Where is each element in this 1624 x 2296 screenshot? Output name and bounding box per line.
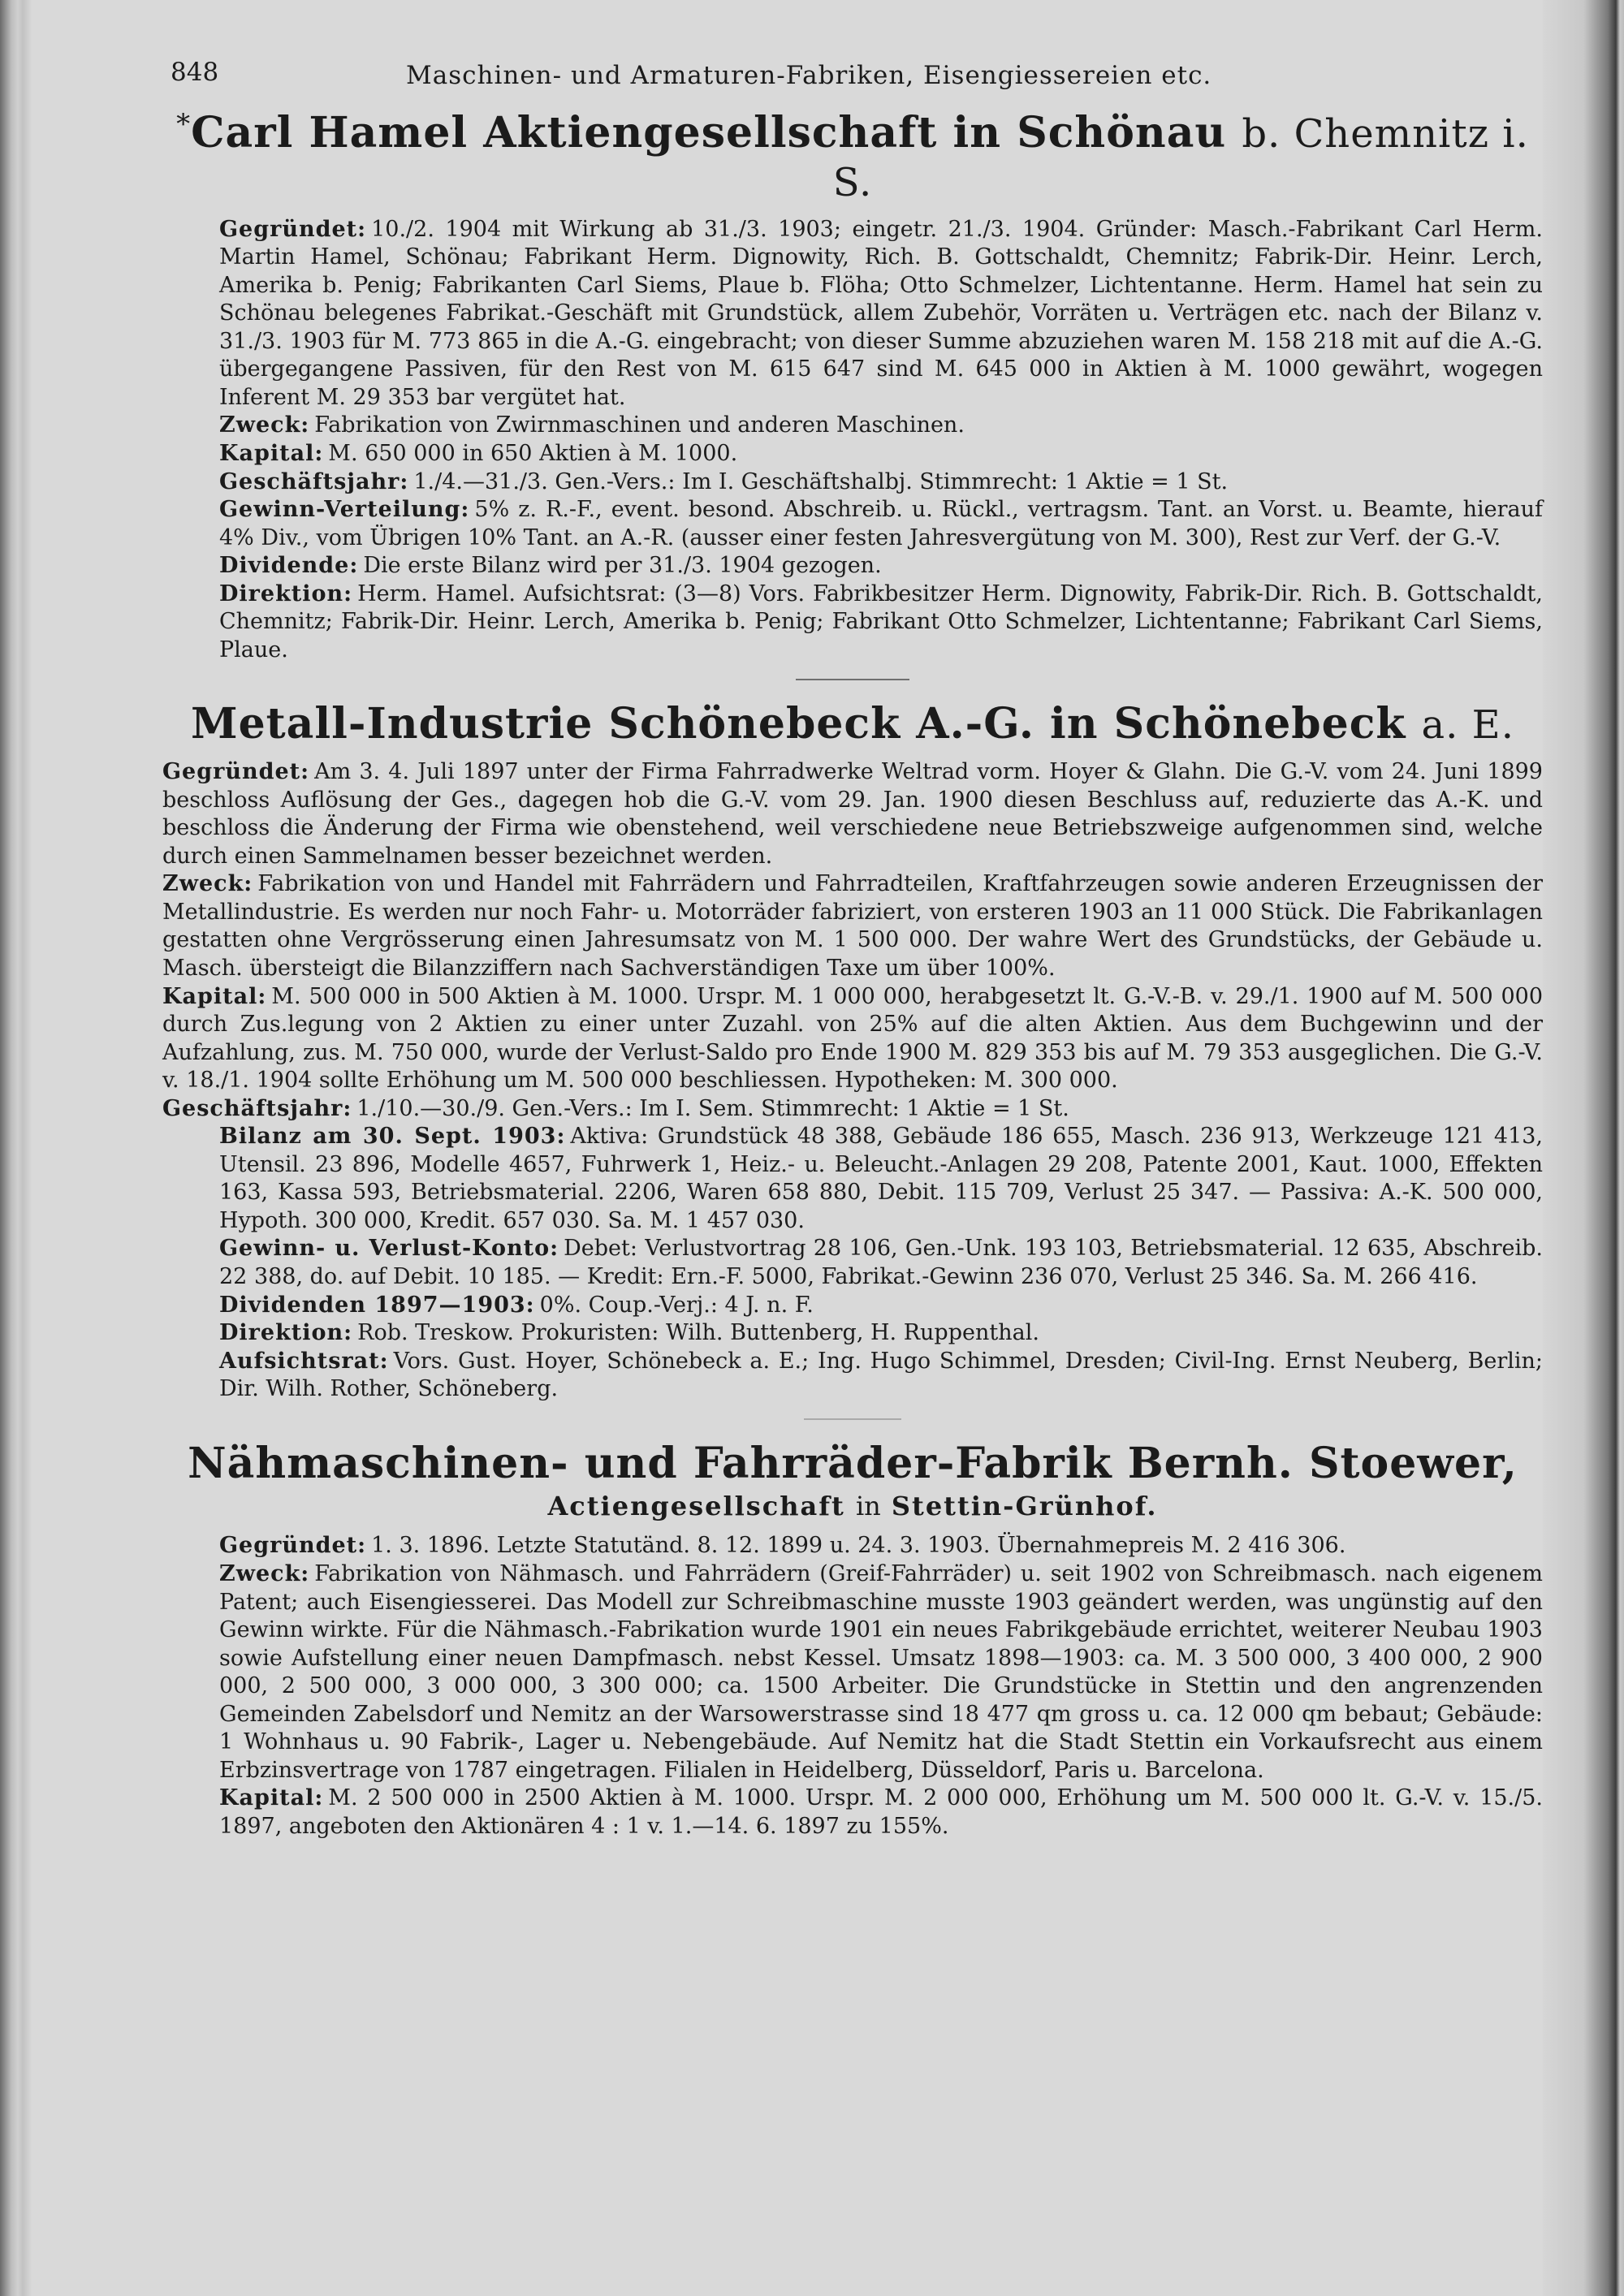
company-title xyxy=(162,700,1543,749)
entry-paragraph xyxy=(162,1785,1543,1841)
subtitle-conj: in xyxy=(855,1490,881,1521)
field-text: 10./2. 1904 mit Wirkung ab 31./3. 1903; eingetr. 21./3. 1904. Gründer: Masch.-Fabrikant Carl Herm. Martin Hamel, Schönau; Fabrikant Herm. Dignowity, Rich. B. Gottschaldt, Chemnitz; Fabrik-Dir. Heinr. Lerch, Amerika b. Penig; Fabrikanten Carl Siems, Plaue b. Flöha; Otto Schmelzer, Lichtentanne. Herm. Hamel hat sein zu Schönau belegenes Fabrikat.-Geschäft mit Grundstück, allem Zubehör, Vorräten u. Verträgen etc. nach der Bilanz v. 31./3. 1903 für M. 773 865 in die A.-G. eingebracht; von dieser Summe abzuziehen waren M. 158 218 mit auf die A.-G. übergegangene Passiven, für den Rest von M. 615 647 sind M. 645 000 in Aktien à M. 1000 gewährt, wogegen Inferent M. 29 353 bar vergütet hat. xyxy=(219,216,1543,410)
field-label: Gewinn- u. Verlust-Konto: xyxy=(219,1236,559,1262)
entry-paragraph xyxy=(162,1292,1543,1320)
company-entry xyxy=(162,1439,1543,1841)
entry-paragraph xyxy=(162,1235,1543,1291)
field-text: Herm. Hamel. Aufsichtsrat: (3—8) Vors. Fabrikbesitzer Herm. Dignowity, Fabrik-Dir. Rich. B. Gottschaldt, Chemnitz; Fabrik-Dir. Heinr. Lerch, Amerika b. Penig; Fabrikant Otto Schmelzer, Lichtentanne; Fabrikant Carl Siems, Plaue. xyxy=(219,580,1543,662)
field-label: Zweck: xyxy=(219,412,310,438)
field-label: Gewinn-Verteilung: xyxy=(219,497,470,523)
company-entry xyxy=(162,109,1543,664)
field-label: Kapital: xyxy=(219,1785,324,1811)
company-name: Metall-Industrie Schönebeck A.-G. in Schönebeck xyxy=(191,699,1406,749)
entry-paragraph xyxy=(162,468,1543,497)
entry-paragraph xyxy=(162,1123,1543,1235)
subtitle-form: Actiengesellschaft xyxy=(547,1490,845,1521)
field-label: Dividenden 1897—1903: xyxy=(219,1292,535,1318)
field-label: Direktion: xyxy=(219,580,353,606)
field-text: Vors. Gust. Hoyer, Schönebeck a. E.; Ing. Hugo Schimmel, Dresden; Civil-Ing. Ernst Neuberg, Berlin; Dir. Wilh. Rother, Schöneberg. xyxy=(219,1348,1543,1402)
company-place: b. Chemnitz i. S. xyxy=(832,111,1529,205)
title-mark: * xyxy=(176,108,192,140)
field-text: M. 2 500 000 in 2500 Aktien à M. 1000. Urspr. M. 2 000 000, Erhöhung um M. 500 000 lt. G.-V. v. 15./5. 1897, angeboten den Aktionären 4 : 1 v. 1.—14. 6. 1897 zu 155%. xyxy=(219,1785,1543,1839)
field-label: Aufsichtsrat: xyxy=(219,1348,389,1374)
field-text: 5% z. R.-F., event. besond. Abschreib. u. Rückl., vertragsm. Tant. an Vorst. u. Beamte, hierauf 4% Div., vom Übrigen 10% Tant. an A.-R. (ausser einer festen Jahresvergütung von M. 300), Rest zur Verf. der G.-V. xyxy=(219,497,1543,550)
field-text: Am 3. 4. Juli 1897 unter der Firma Fahrradwerke Weltrad vorm. Hoyer & Glahn. Die G.-V. vom 24. Juni 1899 beschloss Auflösung der Ges., dagegen hob die G.-V. vom 29. Jan. 1900 diesen Beschluss auf, reduzierte das A.-K. und beschloss die Änderung der Firma wie obenstehend, weil verschiedene neue Betriebszweige aufgenommen sind, welche durch einen Sammelnamen besser bezeichnet werden. xyxy=(162,759,1543,869)
company-entry xyxy=(162,700,1543,1403)
entry-paragraph xyxy=(162,758,1543,870)
field-label: Zweck: xyxy=(162,871,253,897)
field-label: Kapital: xyxy=(162,983,267,1009)
field-text: Rob. Treskow. Prokuristen: Wilh. Buttenberg, H. Ruppenthal. xyxy=(357,1320,1039,1346)
company-name: Nähmaschinen- und Fahrräder-Fabrik Bernh. Stoewer, xyxy=(188,1438,1518,1488)
entry-paragraph xyxy=(162,496,1543,552)
field-text: M. 650 000 in 650 Aktien à M. 1000. xyxy=(328,440,738,466)
entry-paragraph xyxy=(162,1348,1543,1404)
field-text: Fabrikation von Nähmasch. und Fahrrädern (Greif-Fahrräder) u. seit 1902 von Schreibmasch. nach eigenem Patent; auch Eisengiesserei. Das Modell zur Schreibmaschine musste 1903 geändert werden, was ungünstig auf den Gewinn wirkte. Für die Nähmasch.-Fabrikation wurde 1901 ein neues Fabrikgebäude errichtet, weiterer Neubau 1903 sowie Aufstellung einer neuen Dampfmasch. nebst Kessel. Umsatz 1898—1903: ca. M. 3 500 000, 3 400 000, 2 900 000, 2 500 000, 3 000 000, 3 300 000; ca. 1500 Arbeiter. Die Grundstücke in Stettin und den angrenzenden Gemeinden Zabelsdorf und Nemitz an der Warsowerstrasse sind 18 477 qm gross u. ca. 12 000 qm bebaut; Gebäude: 1 Wohnhaus u. 90 Fabrik-, Lager u. Nebengebäude. Auf Nemitz hat die Stadt Stettin ein Vorkaufsrecht aus einem Erbzinsvertrage von 1787 eingetragen. Filialen in Heidelberg, Düsseldorf, Paris u. Barcelona. xyxy=(219,1561,1543,1783)
field-label: Gegründet: xyxy=(162,759,310,785)
scan-edge-right xyxy=(1543,0,1624,2296)
field-text: 1./10.—30./9. Gen.-Vers.: Im I. Sem. Stimmrecht: 1 Aktie = 1 St. xyxy=(356,1095,1069,1121)
entry-paragraph xyxy=(162,216,1543,412)
field-text: 0%. Coup.-Verj.: 4 J. n. F. xyxy=(539,1292,814,1318)
entry-paragraph xyxy=(162,552,1543,580)
subtitle-place: Stettin-Grünhof. xyxy=(891,1490,1158,1521)
entry-paragraph xyxy=(162,1095,1543,1124)
field-text: Fabrikation von und Handel mit Fahrrädern und Fahrradteilen, Kraftfahrzeugen sowie anderen Erzeugnissen der Metallindustrie. Es werden nur noch Fahr- u. Motorräder fabriziert, von ersteren 1903 an 11 000 Stück. Die Fabrikanlagen gestatten ohne Vergrösserung einen Jahresumsatz von M. 1 500 000. Der wahre Wert des Grundstücks, der Gebäude u. Masch. übersteigt die Bilanzziffern nach Sachverständigen Taxe um über 100%. xyxy=(162,871,1543,981)
scan-edge-left xyxy=(0,0,32,2296)
field-text: Aktiva: Grundstück 48 388, Gebäude 186 655, Masch. 236 913, Werkzeuge 121 413, Utensil. 23 896, Modelle 4657, Fuhrwerk 1, Heiz.- u. Beleucht.-Anlagen 29 208, Patente 2001, Kaut. 1000, Effekten 163, Kassa 593, Betriebsmaterial. 2206, Waren 658 880, Debit. 115 709, Verlust 25 347. — Passiva: A.-K. 500 000, Hypoth. 300 000, Kredit. 657 030. Sa. M. 1 457 030. xyxy=(219,1124,1544,1233)
field-text: Die erste Bilanz wird per 31./3. 1904 gezogen. xyxy=(363,553,882,579)
running-title: Maschinen- und Armaturen-Fabriken, Eisengiessereien etc. xyxy=(406,61,1212,90)
field-label: Bilanz am 30. Sept. 1903: xyxy=(219,1124,566,1150)
field-text: M. 500 000 in 500 Aktien à M. 1000. Urspr. M. 1 000 000, herabgesetzt lt. G.-V.-B. v. 29./1. 1900 auf M. 500 000 durch Zus.legung von 2 Aktien zu einer unter Zuzahl. von 25% auf die alten Aktien. Aus dem Buchgewinn und der Aufzahlung, zus. M. 750 000, wurde der Verlust-Saldo pro Ende 1900 M. 829 353 bis auf M. 79 353 ausgeglichen. Die G.-V. v. 18./1. 1904 sollte Erhöhung um M. 500 000 beschliessen. Hypotheken: M. 300 000. xyxy=(162,983,1543,1094)
field-text: 1. 3. 1896. Letzte Statutänd. 8. 12. 1899 u. 24. 3. 1903. Übernahmepreis M. 2 416 306. xyxy=(371,1533,1346,1559)
company-title xyxy=(162,109,1543,206)
field-text: Fabrikation von Zwirnmaschinen und anderen Maschinen. xyxy=(314,412,965,438)
section-divider xyxy=(796,679,909,680)
entry-paragraph xyxy=(162,412,1543,440)
document-page xyxy=(162,49,1543,1845)
entry-paragraph xyxy=(162,580,1543,665)
company-subtitle xyxy=(162,1490,1543,1523)
field-label: Direktion: xyxy=(219,1320,353,1346)
field-text: 1./4.—31./3. Gen.-Vers.: Im I. Geschäftshalbj. Stimmrecht: 1 Aktie = 1 St. xyxy=(413,468,1229,494)
running-head xyxy=(162,49,1543,97)
section-divider xyxy=(804,1418,901,1420)
field-label: Dividende: xyxy=(219,553,359,579)
entry-paragraph xyxy=(162,983,1543,1095)
entry-paragraph xyxy=(162,1532,1543,1560)
field-label: Geschäftsjahr: xyxy=(219,468,409,494)
field-label: Kapital: xyxy=(219,440,324,466)
company-place: a. E. xyxy=(1421,702,1514,749)
entry-paragraph xyxy=(162,440,1543,468)
entry-paragraph xyxy=(162,870,1543,982)
page-number: 848 xyxy=(171,58,219,87)
field-label: Gegründet: xyxy=(219,216,367,242)
field-label: Zweck: xyxy=(219,1561,310,1587)
entry-paragraph xyxy=(162,1560,1543,1785)
field-text: Debet: Verlustvortrag 28 106, Gen.-Unk. 193 103, Betriebsmaterial. 12 635, Abschreib. 22 388, do. auf Debit. 10 185. — Kredit: Ern.-F. 5000, Fabrikat.-Gewinn 236 070, Verlust 25 346. Sa. M. 266 416. xyxy=(219,1236,1543,1289)
field-label: Geschäftsjahr: xyxy=(162,1095,352,1121)
field-label: Gegründet: xyxy=(219,1533,367,1559)
company-name: Carl Hamel Aktiengesellschaft in Schönau xyxy=(191,108,1227,158)
entry-paragraph xyxy=(162,1319,1543,1348)
company-title xyxy=(162,1439,1543,1488)
